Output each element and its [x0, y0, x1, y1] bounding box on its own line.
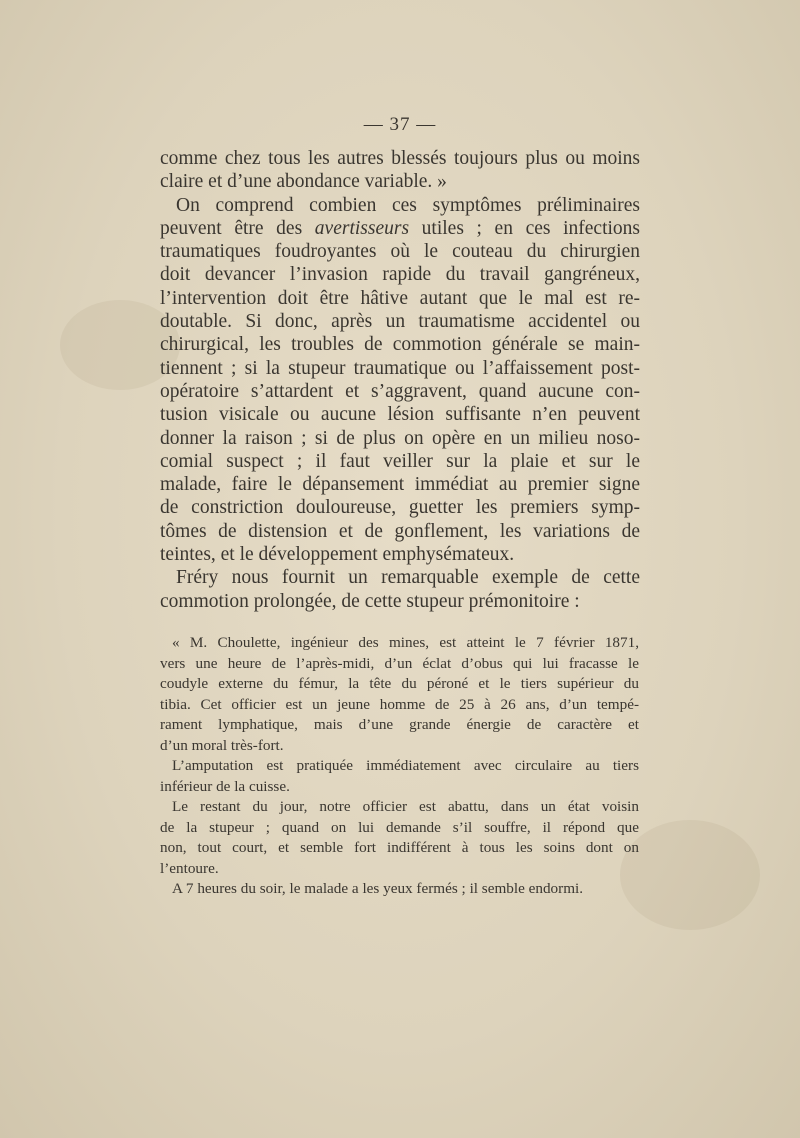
text-line: tiennent ; si la stupeur traumatique ou l’affaissement post-: [160, 357, 640, 379]
text-line: doit devancer l’invasion rapide du travail gangréneux,: [160, 264, 640, 286]
text-line: opératoire s’attardent et s’aggravent, quand aucune con-: [160, 380, 640, 402]
text-line: L’amputation est pratiquée immédiatement avec circulaire au tiers: [172, 757, 639, 774]
text-line: claire et d’une abondance variable. »: [160, 171, 447, 193]
page-number: — 37 —: [363, 114, 437, 135]
text-line: coudyle externe du fémur, la tête du péroné et le tiers supérieur du: [160, 675, 639, 692]
text-line: « M. Choulette, ingénieur des mines, est atteint le 7 février 1871,: [172, 634, 639, 651]
text-line: A 7 heures du soir, le malade a les yeux fermés ; il semble endormi.: [172, 880, 584, 897]
text-line: traumatiques foudroyantes où le couteau du chirurgien: [160, 241, 640, 263]
text-line: d’un moral très-fort.: [160, 736, 284, 754]
text-line: tusion visicale ou aucune lésion suffisante n’en peuvent: [160, 404, 640, 426]
text-line: tômes de distension et de gonflement, les variations de: [160, 520, 640, 542]
text-line: donner la raison ; si de plus on opère en un milieu noso-: [160, 427, 640, 449]
main-text-block: [160, 147, 640, 613]
text-line: de la stupeur ; quand on lui demande s’il souffre, il répond que: [160, 818, 639, 836]
text-line: Le restant du jour, notre officier est abattu, dans un état voisin: [172, 798, 639, 815]
text-line: l’intervention doit être hâtive autant que le mal est re-: [160, 287, 640, 309]
text-line: Fréry nous fournit un remarquable exemple de cette: [176, 567, 640, 589]
paper-stain: [620, 820, 760, 930]
text-line: On comprend combien ces symptômes préliminaires: [176, 194, 640, 216]
text-line: teintes, et le développement emphysémateux.: [160, 544, 515, 566]
text-line: comial suspect ; il faut veiller sur la plaie et sur le: [160, 450, 640, 472]
text-line: peuvent être des avertisseurs utiles ; en ces infections: [160, 217, 640, 239]
text-line: de constriction douloureuse, guetter les premiers symp-: [160, 497, 640, 519]
text-line: l’entoure.: [160, 859, 219, 877]
text-line: inférieur de la cuisse.: [160, 777, 290, 795]
text-line: commotion prolongée, de cette stupeur prémonitoire :: [160, 590, 580, 612]
emphasized-word: avertisseurs: [314, 217, 410, 239]
quoted-case-report: [160, 633, 639, 900]
text-line: comme chez tous les autres blessés toujours plus ou moins: [160, 148, 640, 169]
text-line: rament lymphatique, mais d’une grande énergie de caractère et: [160, 716, 639, 733]
text-line: doutable. Si donc, après un traumatisme accidentel ou: [160, 311, 640, 333]
text-line: malade, faire le dépansement immédiat au premier signe: [160, 474, 640, 496]
text-line: tibia. Cet officier est un jeune homme de 25 à 26 ans, d’un tempé-: [160, 695, 639, 713]
text-line: vers une heure de l’après-midi, d’un éclat d’obus qui lui fracasse le: [160, 654, 639, 672]
text-line: non, tout court, et semble fort indifférent à tous les soins dont on: [160, 839, 639, 856]
text-line: chirurgical, les troubles de commotion générale se main-: [160, 334, 640, 356]
